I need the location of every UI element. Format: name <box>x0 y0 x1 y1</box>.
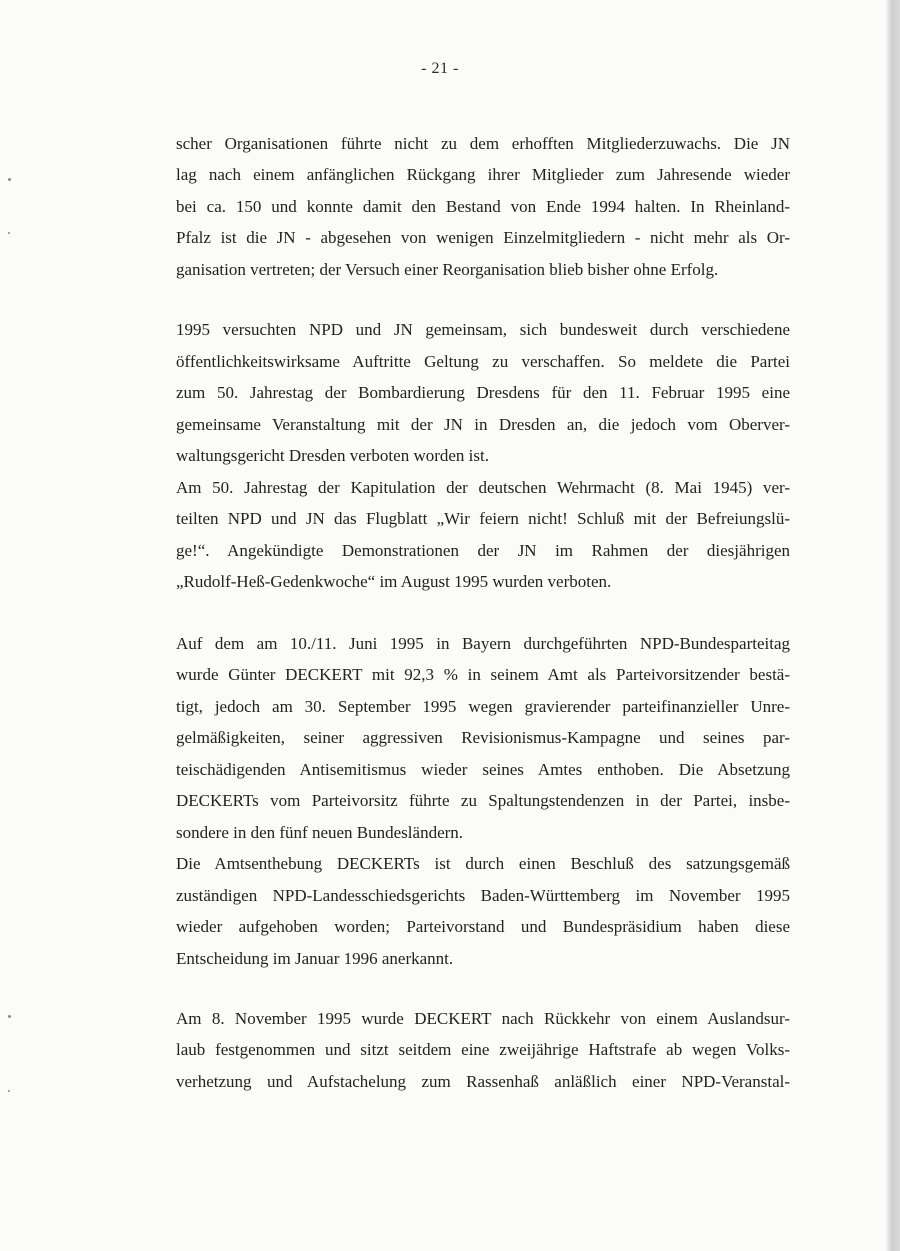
text-line: scher Organisationen führte nicht zu dem erhofften Mitgliederzuwachs. Die JN <box>176 134 790 153</box>
text-line: Am 50. Jahrestag der Kapitulation der deutschen Wehrmacht (8. Mai 1945) ver- <box>176 478 790 497</box>
text-line: Die Amtsenthebung DECKERTs ist durch einen Beschluß des satzungsgemäß <box>176 854 790 873</box>
scan-speck <box>8 1015 11 1018</box>
text-line: laub festgenommen und sitzt seitdem eine zweijährige Haftstrafe ab wegen Volks- <box>176 1040 790 1059</box>
text-line: wurde Günter DECKERT mit 92,3 % in seinem Amt als Parteivorsitzender bestä- <box>176 665 790 684</box>
text-line: öffentlichkeitswirksame Auftritte Geltung zu verschaffen. So meldete die Partei <box>176 352 790 371</box>
text-line: Pfalz ist die JN - abgesehen von wenigen Einzelmitgliedern - nicht mehr als Or- <box>176 228 790 247</box>
text-line: wieder aufgehoben worden; Parteivorstand und Bundespräsidium haben diese <box>176 917 790 936</box>
scan-speck <box>8 178 11 181</box>
scan-speck <box>8 1090 10 1092</box>
text-line: ge!“. Angekündigte Demonstrationen der JN im Rahmen der diesjährigen <box>176 541 790 560</box>
text-line: waltungsgericht Dresden verboten worden ist. <box>176 446 489 465</box>
text-line: gemeinsame Veranstaltung mit der JN in Dresden an, die jedoch vom Oberver- <box>176 415 790 434</box>
text-line: lag nach einem anfänglichen Rückgang ihrer Mitglieder zum Jahresende wieder <box>176 165 790 184</box>
text-line: teischädigenden Antisemitismus wieder seines Amtes enthoben. Die Absetzung <box>176 760 790 779</box>
text-line: ganisation vertreten; der Versuch einer Reorganisation blieb bisher ohne Erfolg. <box>176 260 719 279</box>
text-line: „Rudolf-Heß-Gedenkwoche“ im August 1995 wurden verboten. <box>176 572 612 591</box>
page-number: - 21 - <box>421 60 459 77</box>
text-line: gelmäßigkeiten, seiner aggressiven Revisionismus-Kampagne und seines par- <box>176 728 790 747</box>
text-line: DECKERTs vom Parteivorsitz führte zu Spaltungstendenzen in der Partei, insbe- <box>176 791 790 810</box>
text-line: Auf dem am 10./11. Juni 1995 in Bayern durchgeführten NPD-Bundesparteitag <box>176 634 790 653</box>
page-edge-shadow <box>886 0 900 1251</box>
text-line: verhetzung und Aufstachelung zum Rassenhaß anläßlich einer NPD-Veranstal- <box>176 1072 790 1091</box>
text-line: tigt, jedoch am 30. September 1995 wegen gravierender parteifinanzieller Unre- <box>176 697 790 716</box>
text-line: zum 50. Jahrestag der Bombardierung Dresdens für den 11. Februar 1995 eine <box>176 383 790 402</box>
text-line: Entscheidung im Januar 1996 anerkannt. <box>176 949 454 968</box>
text-line: bei ca. 150 und konnte damit den Bestand von Ende 1994 halten. In Rheinland- <box>176 197 790 216</box>
text-line: zuständigen NPD-Landesschiedsgerichts Baden-Württemberg im November 1995 <box>176 886 790 905</box>
text-line: sondere in den fünf neuen Bundesländern. <box>176 823 464 842</box>
text-line: teilten NPD und JN das Flugblatt „Wir feiern nicht! Schluß mit der Befreiungslü- <box>176 509 790 528</box>
scan-speck <box>8 232 10 234</box>
text-line: 1995 versuchten NPD und JN gemeinsam, sich bundesweit durch verschiedene <box>176 320 790 339</box>
text-line: Am 8. November 1995 wurde DECKERT nach Rückkehr von einem Auslandsur- <box>176 1009 790 1028</box>
